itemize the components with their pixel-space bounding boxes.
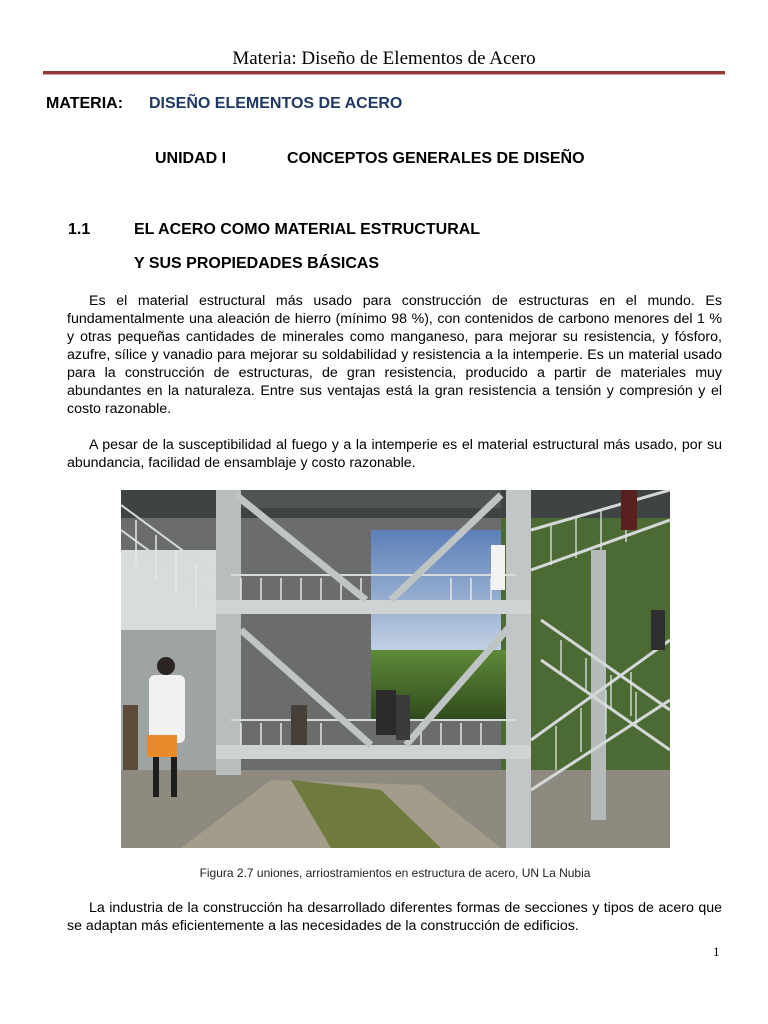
materia-line (46, 95, 403, 113)
steel-structure-photo (121, 490, 670, 848)
page-number: 1 (713, 944, 720, 959)
unidad-label: UNIDAD I (155, 150, 227, 167)
section-title-line2: Y SUS PROPIEDADES BÁSICAS (134, 255, 380, 272)
running-header: Materia: Diseño de Elementos de Acero (232, 48, 536, 69)
paragraph-1: Es el material estructural más usado para construcción de estructuras en el mundo. Es fundamentalmente una aleación de hierro (mínimo 98 %), con contenidos de carbono menores del 1 % y otras pequeñas cantidades de minerales como manganeso, para mejorar su resistencia, y fósforo, azufre, sílice y vanadio para mejorar su soldabilidad y resistencia a la intemperie. Es un material usado para la construcción de estructuras, de gran resistencia, producido a partir de materiales muy abundantes en la naturaleza. Entre sus ventajas está la gran resistencia a tensión y compresión y el costo razonable. (67, 293, 722, 417)
materia-value: DISEÑO ELEMENTOS DE ACERO (149, 95, 403, 112)
unidad-line (155, 150, 585, 168)
figure-caption: Figura 2.7 uniones, arriostramientos en estructura de acero, UN La Nubia (199, 866, 591, 880)
section-number: 1.1 (68, 221, 91, 238)
materia-label: MATERIA: (46, 95, 124, 112)
paragraph-2: A pesar de la susceptibilidad al fuego y a la intemperie es el material estructural más usado, por su abundancia, facilidad de ensamblaje y costo razonable. (67, 437, 722, 471)
unidad-title: CONCEPTOS GENERALES DE DISEÑO (287, 150, 585, 167)
paragraph-3: La industria de la construcción ha desarrollado diferentes formas de secciones y tipos de acero que se adaptan más eficientemente a las necesidades de la construcción de edificios. (67, 900, 722, 934)
section-title-line1: EL ACERO COMO MATERIAL ESTRUCTURAL (134, 221, 481, 238)
header-divider (43, 71, 725, 75)
